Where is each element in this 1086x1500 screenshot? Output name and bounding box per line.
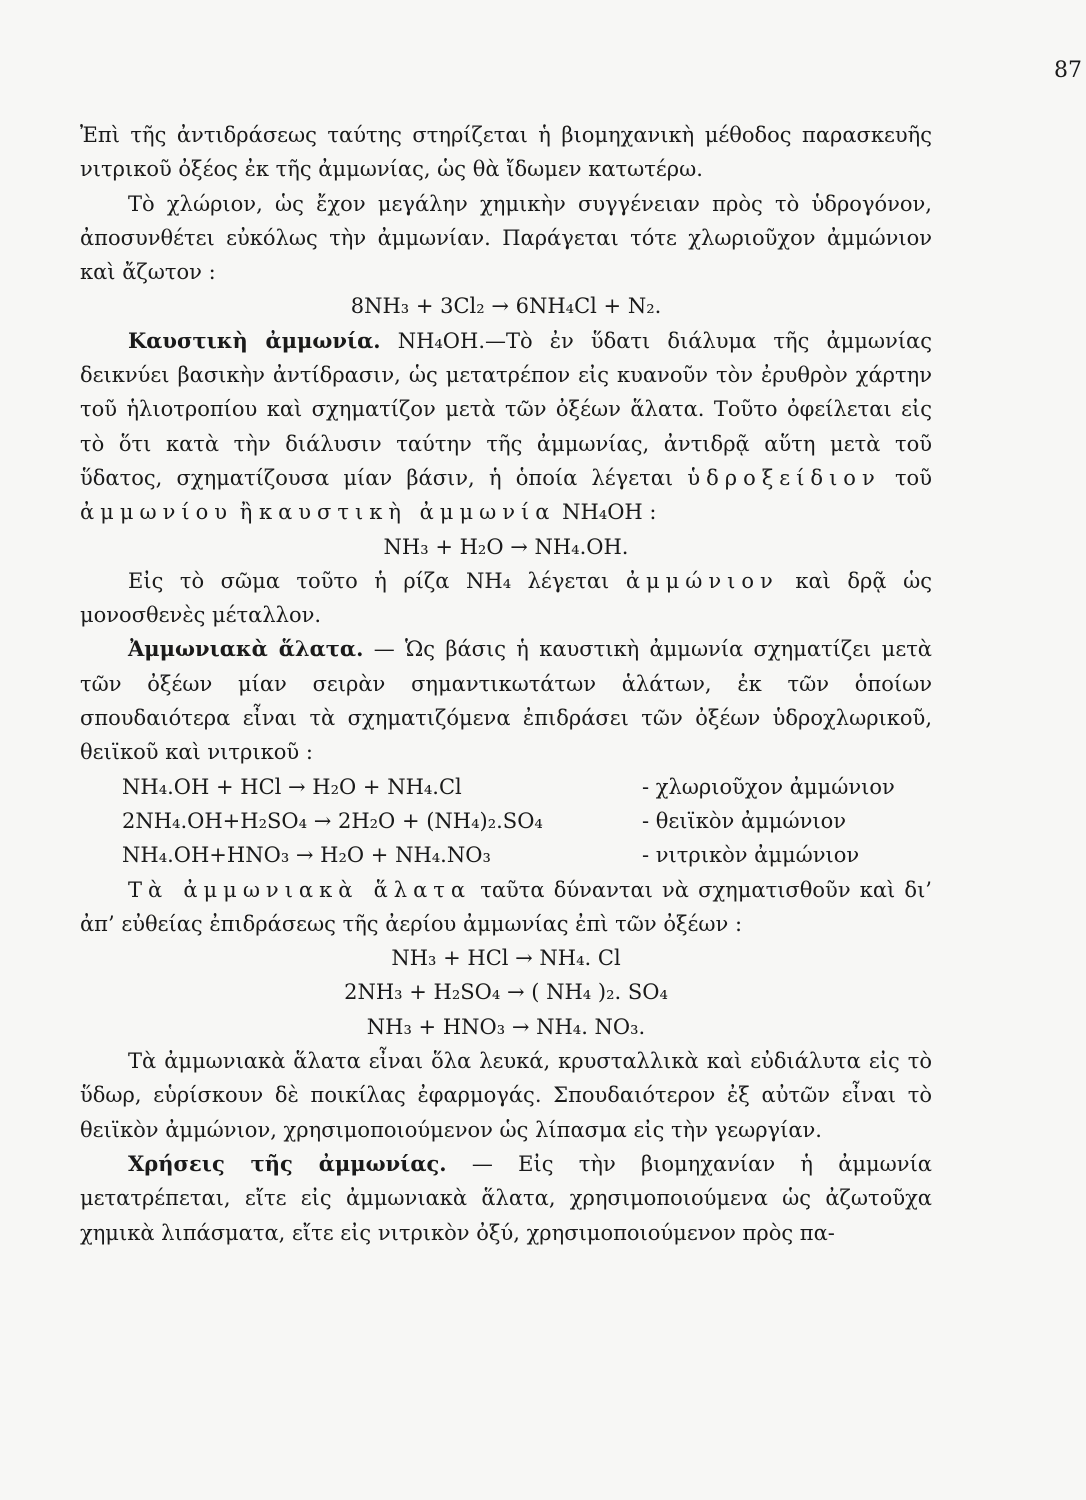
reaction-row xyxy=(80,838,932,872)
term: ἀμμωνίου xyxy=(80,500,234,525)
ammonium-salts-paragraph xyxy=(80,632,932,769)
reaction-equation: NH₄.OH + HCl → H₂O + NH₄.Cl xyxy=(122,774,462,799)
paragraph-text: — Εἰς τὴν βιομηχανίαν ἡ ἀμμωνία μετατρέπεται, εἴτε εἰς ἀμμωνιακὰ ἅλατα, χρησιμοποιούμενα ὡς ἀζωτοῦχα χημικὰ λιπάσματα, εἴτε εἰς νιτρικὸν ὀξύ, χρησιμοποιούμενον πρὸς πα- xyxy=(80,1151,932,1245)
equation: NH₃ + HCl → NH₄. Cl xyxy=(391,946,621,971)
reaction-product: - νιτρικὸν ἀμμώνιον xyxy=(642,843,860,868)
page-body xyxy=(80,118,932,1250)
page-number: 87 xyxy=(1054,58,1082,83)
paragraph xyxy=(80,564,932,633)
equation: 8NH₃ + 3Cl₂ → 6NH₄Cl + N₂. xyxy=(350,294,662,319)
term: ἀμμώνιον xyxy=(625,568,779,593)
paragraph: Τὰ ἀμμωνιακὰ ἅλατα εἶναι ὅλα λευκά, κρυσταλλικὰ καὶ εὐδιάλυτα εἰς τὸ ὕδωρ, εὑρίσκουν δὲ ποικίλας ἐφαρμογάς. Σπουδαιότερον ἐξ αὐτῶν εἶναι τὸ θειϊκὸν ἀμμώνιον, χρησιμοποιούμενον ὡς λίπασμα εἰς τὴν γεωργίαν. xyxy=(80,1049,932,1142)
paragraph-text: ἢ xyxy=(239,500,253,525)
equation: 2NH₃ + H₂SO₄ → ( NH₄ )₂. SO₄ xyxy=(344,980,668,1005)
section-heading: Χρήσεις τῆς ἀμμωνίας. xyxy=(128,1150,447,1176)
reaction-product: - θειϊκὸν ἀμμώνιον xyxy=(642,808,846,833)
section-heading: Ἀμμωνιακὰ ἅλατα. xyxy=(128,636,364,662)
term: ὑδροξείδιον xyxy=(687,465,881,490)
reaction-product: - χλωριοῦχον ἀμμώνιον xyxy=(642,774,895,799)
uses-paragraph xyxy=(80,1147,932,1250)
reaction-row xyxy=(80,804,932,838)
paragraph-text: καὶ δρᾷ ὡς μονοσθενὲς μέταλλον. xyxy=(80,568,932,628)
paragraph-text: ταῦτα δύνανται νὰ σχηματισθοῦν καὶ δι’ ἀπ’ εὐθείας ἐπιδράσεως τῆς ἀερίου ἀμμωνίας ἐπὶ τῶν ὀξέων : xyxy=(80,877,932,936)
section-heading: Καυστικὴ ἀμμωνία. xyxy=(128,327,381,353)
caustic-ammonia-paragraph xyxy=(80,324,932,530)
reaction-equation: 2NH₄.OH+H₂SO₄ → 2H₂O + (NH₄)₂.SO₄ xyxy=(122,808,543,833)
paragraph-text: — Ὡς βάσις ἡ καυστικὴ ἀμμωνία σχηματίζει μετὰ τῶν ὀξέων μίαν σειρὰν σημαντικωτάτων ἁλάτων, ἐκ τῶν ὁποίων σπουδαιότερα εἶναι τὰ σχηματιζόμενα ἐπιδράσει τῶν ὀξέων ὑδροχλωρικοῦ, θειϊκοῦ καὶ νιτρικοῦ : xyxy=(80,637,932,765)
paragraph: Ἐπὶ τῆς ἀντιδράσεως ταύτης στηρίζεται ἡ βιομηχανικὴ μέθοδος παρασκευῆς νιτρικοῦ ὀξέος ἐκ τῆς ἀμμωνίας, ὡς θὰ ἴδωμεν κατωτέρω. xyxy=(80,123,932,182)
term: Τὰ ἀμμωνιακὰ ἅλατα xyxy=(128,877,472,902)
paragraph xyxy=(80,873,932,942)
reaction-equation: NH₄.OH+HNO₃ → H₂O + NH₄.NO₃ xyxy=(122,843,491,868)
paragraph-text: NH₄OH.—Τὸ ἐν ὕδατι διάλυμα τῆς ἀμμωνίας δεικνύει βασικὴν ἀντίδρασιν, ὡς μετατρέπον εἰς κυανοῦν τὸν ἐρυθρὸν χάρτην τοῦ ἡλιοτροπίου καὶ σχηματίζον μετὰ τῶν ὀξέων ἅλατα. Τοῦτο ὀφείλεται εἰς τὸ ὅτι κατὰ τὴν διάλυσιν ταύτην τῆς ἀμμωνίας, ἀντιδρᾷ αὕτη μετὰ τοῦ ὕδατος, σχηματίζουσα μίαν βάσιν, ἡ ὁποία λέγεται xyxy=(80,328,932,490)
paragraph-text: τοῦ xyxy=(894,465,932,490)
paragraph: Τὸ χλώριον, ὡς ἔχον μεγάλην χημικὴν συγγένειαν πρὸς τὸ ὑδρογόνον, ἀποσυνθέτει εὐκόλως τὴν ἀμμωνίαν. Παράγεται τότε χλωριοῦχον ἀμμώνιον καὶ ἄζωτον : xyxy=(80,191,932,285)
equation: NH₃ + H₂O → NH₄.OH. xyxy=(383,534,629,559)
paragraph-text: Εἰς τὸ σῶμα τοῦτο ἡ ρίζα NH₄ λέγεται xyxy=(128,568,610,593)
term: καυστικὴ ἀμμωνία xyxy=(258,500,556,525)
equation: NH₃ + HNO₃ → NH₄. NO₃. xyxy=(366,1014,646,1039)
reaction-row xyxy=(80,770,932,804)
paragraph-text: NH₄OH : xyxy=(562,500,657,525)
